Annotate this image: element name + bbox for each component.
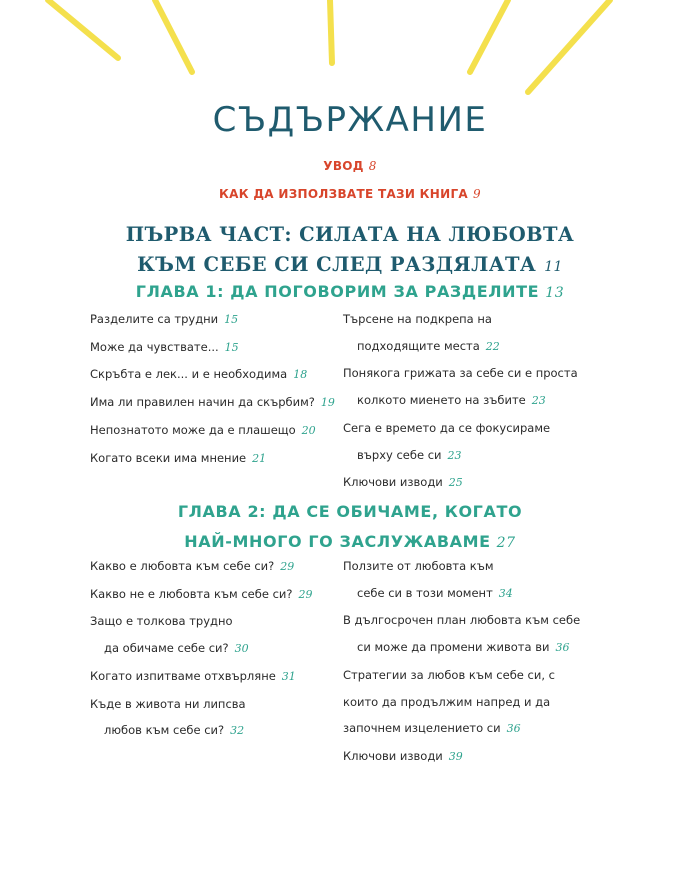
toc-page-number: 20 <box>301 423 316 437</box>
how-to-use-label: КАК ДА ИЗПОЛЗВАТЕ ТАЗИ КНИГА <box>219 187 469 201</box>
toc-entry-text: Ползите от любовта към <box>343 559 494 573</box>
toc-entry <box>90 306 365 334</box>
toc-page-number: 39 <box>448 749 463 763</box>
toc-page-number: 23 <box>447 448 462 462</box>
chapter-2-heading <box>0 497 700 558</box>
chapter-2-title-line2: НАЙ-МНОГО ГО ЗАСЛУЖАВАМЕ <box>184 532 491 551</box>
chapter-2-left-column <box>90 553 365 745</box>
toc-entry-text: Скръбта е лек... и е необходима <box>90 367 288 382</box>
toc-entry <box>90 608 365 662</box>
toc-page-number: 30 <box>234 642 249 656</box>
toc-entry <box>90 581 365 609</box>
toc-entry <box>90 389 365 417</box>
toc-entry-text: Когато изпитваме отхвърляне <box>90 668 276 683</box>
toc-entry <box>343 306 618 360</box>
toc-entry-text: Ключови изводи <box>343 748 443 763</box>
toc-entry-text: започнем изцелението си <box>343 721 501 736</box>
toc-entry-text: Търсене на подкрепа на <box>343 312 492 326</box>
toc-entry-text: си може да промени живота ви <box>357 640 550 655</box>
toc-entry-text: Защо е толкова трудно <box>90 614 233 629</box>
toc-page-number: 15 <box>224 340 239 354</box>
toc-page-number: 18 <box>293 368 308 382</box>
toc-entry <box>90 334 365 362</box>
sun-ray <box>528 0 610 92</box>
toc-entry <box>90 417 365 445</box>
toc-page-number: 25 <box>448 476 463 490</box>
toc-page-number: 23 <box>531 394 546 408</box>
toc-entry-text: Стратегии за любов към себе си, с <box>343 667 555 682</box>
toc-entry <box>343 607 618 661</box>
part-page-number: 11 <box>544 259 563 275</box>
toc-entry-text: Ключови изводи <box>343 475 443 490</box>
chapter-2-right-column <box>343 553 618 771</box>
how-to-use-entry <box>0 187 700 201</box>
toc-page-number: 22 <box>485 339 500 353</box>
toc-page-number: 32 <box>230 724 245 738</box>
toc-entry <box>90 691 365 745</box>
chapter-2-title-line1: ГЛАВА 2: ДА СЕ ОБИЧАМЕ, КОГАТО <box>177 502 523 521</box>
toc-entry-text: Разделите са трудни <box>90 312 219 326</box>
toc-entry-text: Какво е любовта към себе си? <box>90 559 275 573</box>
part-title-line1: ПЪРВА ЧАСТ: СИЛАТА НА ЛЮБОВТА <box>125 223 575 246</box>
chapter-1-heading <box>0 277 700 308</box>
chapter-2-page-number: 27 <box>496 535 516 551</box>
toc-entry-text: които да продължим напред и да <box>343 694 551 709</box>
chapter-1-title: ГЛАВА 1: ДА ПОГОВОРИМ ЗА РАЗДЕЛИТЕ <box>135 282 540 301</box>
toc-page-number: 29 <box>298 587 313 601</box>
toc-page-number: 36 <box>555 641 570 655</box>
intro-page-number: 8 <box>368 159 377 173</box>
toc-entry-text: Когато всеки има мнение <box>90 450 247 465</box>
toc-page-number: 19 <box>320 396 335 410</box>
intro-entry <box>0 159 700 173</box>
toc-entry <box>90 553 365 581</box>
toc-entry <box>90 663 365 691</box>
toc-entry-text: подходящите места <box>357 338 480 353</box>
chapter-1-page-number: 13 <box>545 285 565 301</box>
sun-ray <box>155 0 192 72</box>
toc-entry <box>343 662 618 743</box>
sun-ray <box>470 0 508 72</box>
toc-entry-text: Понякога грижата за себе си е проста <box>343 366 578 381</box>
toc-entry <box>90 361 365 389</box>
toc-entry <box>343 415 618 469</box>
toc-entry <box>90 445 365 473</box>
intro-label: УВОД <box>323 159 364 173</box>
toc-entry-text: В дългосрочен план любовта към себе <box>343 613 581 628</box>
toc-page-number: 29 <box>280 560 295 573</box>
toc-entry-text: Какво не е любовта към себе си? <box>90 586 293 601</box>
toc-entry-text: да обичаме себе си? <box>104 641 229 656</box>
toc-entry-text: любов към себе си? <box>104 723 225 738</box>
toc-entry-text: Може да чувствате... <box>90 339 219 354</box>
sun-ray <box>48 0 118 58</box>
how-to-use-page-number: 9 <box>473 187 481 201</box>
toc-page-number: 36 <box>506 722 521 736</box>
toc-entry <box>343 469 618 497</box>
toc-entry <box>343 743 618 771</box>
chapter-1-right-column <box>343 306 618 497</box>
toc-entry-text: себе си в този момент <box>357 585 493 600</box>
toc-entry <box>343 553 618 607</box>
chapter-1-left-column <box>90 306 365 472</box>
toc-entry-text: Непознатото може да е плашещо <box>90 422 296 437</box>
toc-entry-text: Къде в живота ни липсва <box>90 696 246 711</box>
toc-entry-text: върху себе си <box>357 447 442 462</box>
toc-page-number: 15 <box>224 313 239 326</box>
toc-entry-text: колкото миенето на зъбите <box>357 393 526 408</box>
toc-entry-text: Сега е времето да се фокусираме <box>343 420 551 435</box>
toc-page-number: 31 <box>281 669 296 683</box>
toc-page-number: 34 <box>498 586 513 600</box>
part-heading <box>0 220 700 282</box>
page-title: СЪДЪРЖАНИЕ <box>212 100 488 140</box>
part-title-line2: КЪМ СЕБЕ СИ СЛЕД РАЗДЯЛАТА <box>137 253 537 276</box>
toc-entry <box>343 360 618 414</box>
toc-entry-text: Има ли правилен начин да скърбим? <box>90 395 315 410</box>
sun-ray <box>330 0 332 63</box>
toc-page-number: 21 <box>252 451 267 465</box>
